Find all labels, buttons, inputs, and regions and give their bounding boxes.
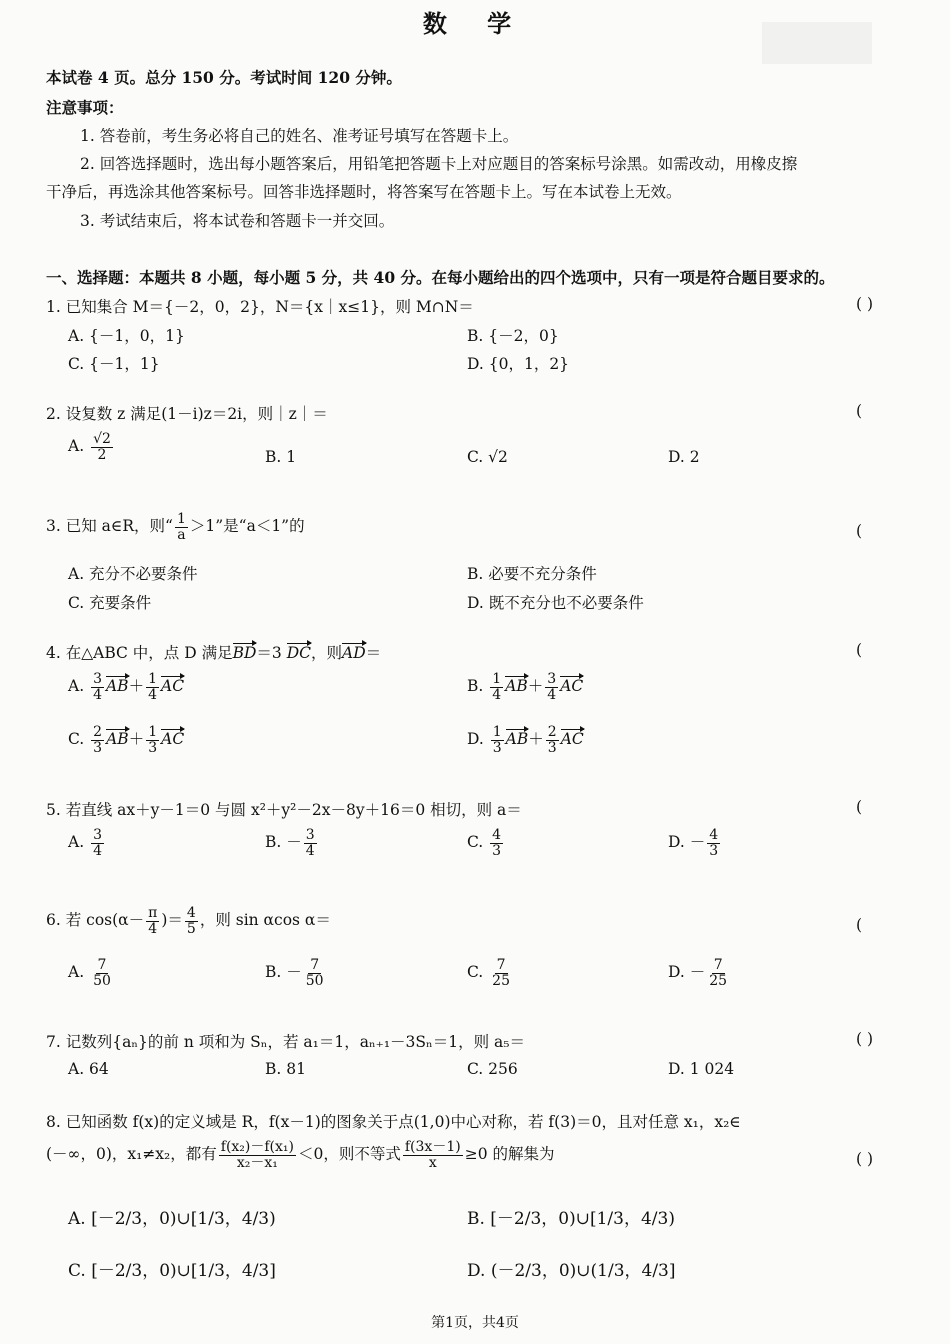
q4-option-a: A. $\frac{3}{4}$ AB＋ $\frac{1}{4}$ AC — [68, 671, 185, 703]
q6-option-b: B. － $\frac{7}{50}$ — [265, 957, 324, 989]
page-footer: 第1页，共4页 — [431, 1315, 519, 1331]
q4-stem: 4. 在△ABC 中，点 D 满足BD＝3 DC，则AD＝ — [46, 644, 382, 662]
note-1: 1. 答卷前，考生务必将自己的姓名、准考证号填写在答题卡上。 — [80, 127, 519, 145]
q1-option-a: A. {－1，0，1} — [68, 327, 185, 345]
q3-answer-paren: ( — [856, 522, 863, 540]
q6-stem: 6. 若 cos(α－ $\frac{\pi}{4}$ )＝ $\frac{4}{5}$ ，则 sin αcos α＝ — [46, 905, 331, 937]
q2-option-c: C. √2 — [467, 448, 508, 466]
page-title: 数 学 — [422, 9, 528, 38]
q2-option-d: D. 2 — [668, 448, 700, 466]
q7-option-c: C. 256 — [467, 1060, 518, 1078]
q6-answer-paren: ( — [856, 916, 863, 934]
q3-option-c: C. 充要条件 — [68, 594, 152, 612]
note-2b: 干净后，再选涂其他答案标号。回答非选择题时，将答案写在答题卡上。写在本试卷上无效。 — [46, 183, 682, 201]
q1-answer-paren: ( ) — [856, 295, 874, 313]
note-3: 3. 考试结束后，将本试卷和答题卡一并交回。 — [80, 212, 395, 230]
notes-title: 注意事项： — [46, 98, 124, 117]
q4-option-d: D. $\frac{1}{3}$ AB＋ $\frac{2}{3}$ AC — [467, 724, 584, 756]
q7-option-d: D. 1 024 — [668, 1060, 735, 1078]
q1-option-c: C. {－1，1} — [68, 355, 160, 373]
q7-stem: 7. 记数列{aₙ}的前 n 项和为 Sₙ，若 a₁＝1，aₙ₊₁－3Sₙ＝1，则 a₅＝ — [46, 1033, 525, 1051]
q5-option-d: D. － $\frac{4}{3}$ — [668, 827, 719, 859]
q3-option-b: B. 必要不充分条件 — [467, 565, 597, 583]
q8-answer-paren: ( ) — [856, 1150, 874, 1168]
q7-option-b: B. 81 — [265, 1060, 306, 1078]
q6-option-c: C. $\frac{7}{25}$ — [467, 957, 510, 989]
q8-option-b: B. [－2/3，0)∪[1/3，4/3) — [467, 1209, 675, 1229]
q8-option-d: D. (－2/3，0)∪(1/3，4/3] — [467, 1261, 676, 1281]
q1-stem: 1. 已知集合 M＝{－2，0，2}，N＝{x｜x≤1}，则 M∩N＝ — [46, 298, 474, 316]
q8-stem-line2: (－∞，0)，x₁≠x₂，都有 $\frac{\text{f(x₂)－f(x₁)}}{\text{x₂－x₁}}$ ＜0，则不等式 $\frac{f(3x-1)}{x}$ ≥0 的解集为 — [46, 1139, 555, 1171]
q3-option-d: D. 既不充分也不必要条件 — [467, 594, 644, 612]
q2-stem: 2. 设复数 z 满足(1－i)z＝2i，则｜z｜＝ — [46, 405, 328, 423]
q5-answer-paren: ( — [856, 798, 863, 816]
q2-option-a: A. $\frac{√2}{2}$ — [68, 431, 111, 463]
q3-stem: 3. 已知 a∈R，则“ $\frac{1}{a}$ ＞1”是“a＜1”的 — [46, 511, 305, 543]
q4-option-c: C. $\frac{2}{3}$ AB＋ $\frac{1}{3}$ AC — [68, 724, 185, 756]
q5-stem: 5. 若直线 ax＋y－1＝0 与圆 x²＋y²－2x－8y＋16＝0 相切，则 a＝ — [46, 801, 522, 819]
exam-info: 本试卷 4 页。总分 150 分。考试时间 120 分钟。 — [46, 68, 402, 87]
q6-option-a: A. $\frac{7}{50}$ — [68, 957, 111, 989]
q8-option-c: C. [－2/3，0)∪[1/3，4/3] — [68, 1261, 276, 1281]
q8-option-a: A. [－2/3，0)∪[1/3，4/3) — [68, 1209, 276, 1229]
q1-option-d: D. {0，1，2} — [467, 355, 570, 373]
q1-option-b: B. {－2，0} — [467, 327, 559, 345]
q8-stem-line1: 8. 已知函数 f(x)的定义域是 R，f(x－1)的图象关于点(1,0)中心对称，若 f(3)＝0，且对任意 x₁，x₂∈ — [46, 1113, 741, 1131]
q4-option-b: B. $\frac{1}{4}$ AB＋ $\frac{3}{4}$ AC — [467, 671, 584, 703]
q2-answer-paren: ( — [856, 402, 863, 420]
section-heading: 一、选择题：本题共 8 小题，每小题 5 分，共 40 分。在每小题给出的四个选项中，只有一项是符合题目要求的。 — [46, 268, 835, 287]
note-2a: 2. 回答选择题时，选出每小题答案后，用铅笔把答题卡上对应题目的答案标号涂黑。如需改动，用橡皮擦 — [80, 155, 798, 173]
q4-answer-paren: ( — [856, 641, 863, 659]
q5-option-c: C. $\frac{4}{3}$ — [467, 827, 502, 859]
q3-option-a: A. 充分不必要条件 — [68, 565, 198, 583]
q7-answer-paren: ( ) — [856, 1030, 874, 1048]
q5-option-b: B. － $\frac{3}{4}$ — [265, 827, 315, 859]
q5-option-a: A. $\frac{3}{4}$ — [68, 827, 102, 859]
q7-option-a: A. 64 — [68, 1060, 109, 1078]
q6-option-d: D. － $\frac{7}{25}$ — [668, 957, 728, 989]
q2-option-b: B. 1 — [265, 448, 297, 466]
